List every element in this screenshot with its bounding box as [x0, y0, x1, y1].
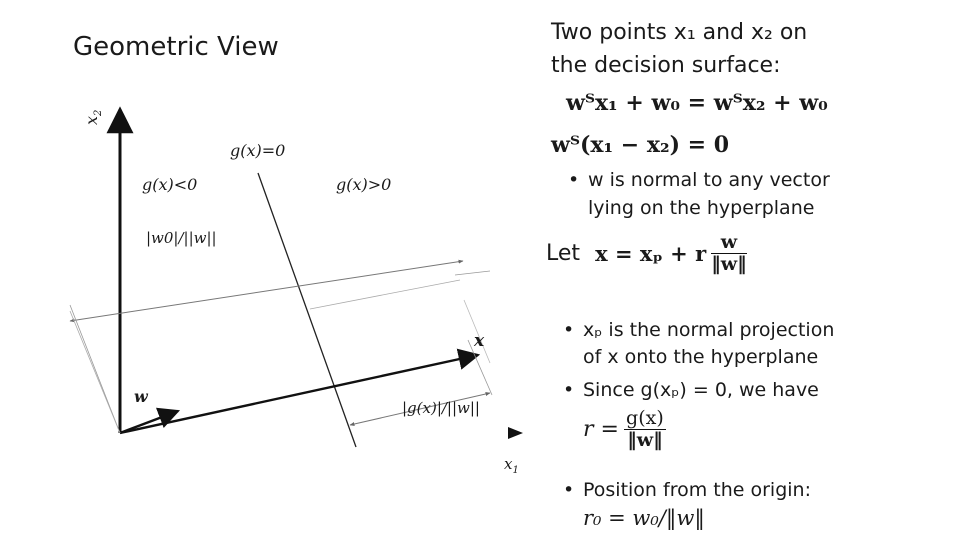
guide-mid — [310, 280, 460, 309]
let-fraction-num: w — [711, 232, 746, 254]
equation-1: wᵀx₁ + w₀ = wᵀx₂ + w₀ — [566, 90, 828, 116]
x-vector-label: x — [474, 331, 485, 351]
g-zero-label: g(x)=0 — [230, 141, 286, 160]
let-fraction — [711, 232, 746, 275]
let-eq-left: x = xₚ + r — [595, 240, 707, 266]
r-equation — [583, 408, 666, 451]
geometric-diagram — [60, 95, 530, 485]
gx-distance-label: |g(x)|/||w|| — [402, 399, 480, 417]
r-fraction-den: ‖w‖ — [627, 428, 663, 451]
bullet-normal-line-2: lying on the hyperplane — [588, 197, 815, 219]
r0-equation: r₀ = w₀/‖w‖ — [583, 506, 705, 530]
x2-label-text: x — [82, 115, 101, 125]
intro-line-2: the decision surface: — [551, 53, 781, 78]
slide-title: Geometric View — [73, 32, 279, 62]
r-eq-left: r = — [583, 416, 619, 442]
bullet-projection-line-1: • xₚ is the normal projection — [583, 319, 834, 341]
x1-label-text: x — [504, 455, 513, 473]
decision-boundary-line — [258, 173, 356, 447]
w0-extension-right — [455, 271, 490, 275]
x1-axis-label — [504, 455, 519, 476]
w0-distance-label: |w0|/||w|| — [146, 229, 217, 247]
x1-label-sub: 1 — [512, 465, 519, 476]
x2-axis-label — [82, 110, 104, 125]
r-fraction — [624, 408, 666, 451]
let-label: Let — [546, 240, 581, 266]
equation-2: wᵀ(x₁ − x₂) = 0 — [551, 132, 730, 158]
bullet-normal-line-1: • w is normal to any vector — [588, 169, 830, 191]
intro-line-1: Two points x₁ and x₂ on — [551, 20, 808, 45]
g-negative-label: g(x)<0 — [142, 175, 198, 194]
w-vector-label: w — [134, 387, 148, 406]
diagram-svg — [60, 95, 530, 485]
let-equation — [546, 232, 747, 275]
r-fraction-num: g(x) — [626, 407, 664, 429]
bullet-since: • Since g(xₚ) = 0, we have — [583, 379, 819, 401]
x2-label-sub: 2 — [93, 109, 105, 116]
bullet-position: • Position from the origin: — [583, 479, 811, 501]
bullet-projection-line-2: of x onto the hyperplane — [583, 346, 819, 368]
x1-axis-arrowhead — [508, 427, 523, 439]
g-positive-label: g(x)>0 — [336, 175, 392, 194]
let-fraction-den: ‖w‖ — [711, 252, 747, 275]
guide-left — [70, 311, 120, 433]
x-vector — [120, 355, 478, 433]
